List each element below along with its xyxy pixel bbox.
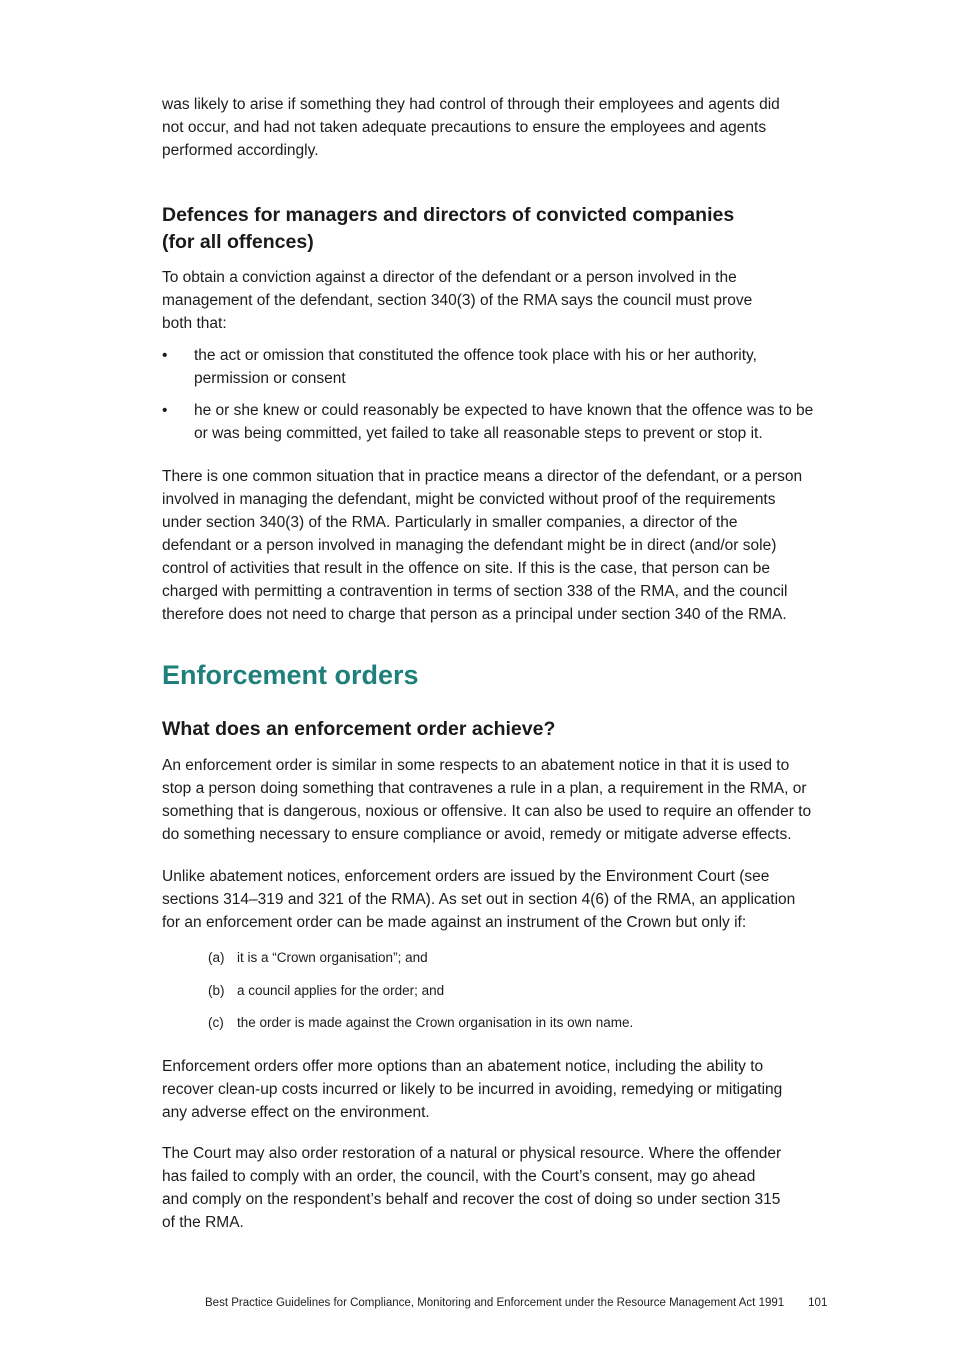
text-line: do something necessary to ensure compliance or avoid, remedy or mitigate adverse effects. bbox=[162, 826, 792, 843]
text-line: charged with permitting a contravention in terms of section 338 of the RMA, and the council bbox=[162, 583, 788, 600]
list-item bbox=[208, 981, 633, 1001]
text-line: control of activities that result in the offence on site. If this is the case, that person can be bbox=[162, 560, 770, 577]
intro-paragraph bbox=[162, 93, 780, 162]
text-line: permission or consent bbox=[194, 370, 346, 387]
text-line: There is one common situation that in practice means a director of the defendant, or a person bbox=[162, 468, 803, 485]
enforcement-orders-heading: Enforcement orders bbox=[162, 660, 419, 690]
text-line: performed accordingly. bbox=[162, 142, 319, 159]
defences-bullet-list bbox=[162, 344, 862, 454]
text-line: therefore does not need to charge that person as a principal under section 340 of the RMA. bbox=[162, 606, 787, 623]
text-line: management of the defendant, section 340(3) of the RMA says the council must prove bbox=[162, 292, 753, 309]
text-line: under section 340(3) of the RMA. Particularly in smaller companies, a director of the bbox=[162, 514, 738, 531]
page-number: 101 bbox=[808, 1297, 828, 1309]
bullet-marker: • bbox=[162, 402, 168, 419]
list-marker: (a) bbox=[208, 950, 225, 965]
enforcement-paragraph-2 bbox=[162, 865, 795, 934]
text-line: for an enforcement order can be made against an instrument of the Crown but only if: bbox=[162, 914, 747, 931]
text-line: both that: bbox=[162, 315, 227, 332]
list-item-text: the order is made against the Crown organisation in its own name. bbox=[237, 1015, 634, 1030]
text-line: of the RMA. bbox=[162, 1214, 244, 1231]
text-line: any adverse effect on the environment. bbox=[162, 1104, 430, 1121]
text-line: and comply on the respondent’s behalf and recover the cost of doing so under section 315 bbox=[162, 1191, 781, 1208]
page-footer bbox=[205, 1297, 827, 1309]
heading-line: Defences for managers and directors of convicted companies bbox=[162, 204, 735, 226]
common-situation-paragraph bbox=[162, 465, 802, 626]
enforcement-paragraph-3 bbox=[162, 1055, 782, 1124]
text-line: involved in managing the defendant, might be convicted without proof of the requirements bbox=[162, 491, 776, 508]
text-line: Unlike abatement notices, enforcement orders are issued by the Environment Court (see bbox=[162, 868, 770, 885]
crown-conditions-list bbox=[208, 948, 633, 1046]
list-item-text: it is a “Crown organisation”; and bbox=[237, 950, 428, 965]
text-line: defendant or a person involved in managing the defendant might be in direct (and/or sole) bbox=[162, 537, 777, 554]
text-line: recover clean-up costs incurred or likely to be incurred in avoiding, remedying or mitigating bbox=[162, 1081, 783, 1098]
defences-heading bbox=[162, 202, 734, 256]
text-line: he or she knew or could reasonably be expected to have known that the offence was to be bbox=[194, 402, 814, 419]
text-line: Enforcement orders offer more options than an abatement notice, including the ability to bbox=[162, 1058, 764, 1075]
enforcement-subheading: What does an enforcement order achieve? bbox=[162, 718, 556, 740]
text-line: The Court may also order restoration of a natural or physical resource. Where the offender bbox=[162, 1145, 782, 1162]
list-item bbox=[162, 399, 862, 445]
list-marker: (c) bbox=[208, 1015, 224, 1030]
heading-line: (for all offences) bbox=[162, 231, 314, 253]
bullet-marker: • bbox=[162, 347, 168, 364]
text-line: something that is dangerous, noxious or offensive. It can also be used to require an offender to bbox=[162, 803, 812, 820]
text-line: has failed to comply with an order, the council, with the Court’s consent, may go ahead bbox=[162, 1168, 756, 1185]
text-line: was likely to arise if something they had control of through their employees and agents did bbox=[162, 96, 780, 113]
defences-paragraph bbox=[162, 266, 752, 335]
list-marker: (b) bbox=[208, 982, 225, 998]
enforcement-paragraph-1 bbox=[162, 754, 811, 846]
footer-title: Best Practice Guidelines for Compliance, Monitoring and Enforcement under the Resource Management Act 1991 bbox=[205, 1297, 785, 1309]
list-item bbox=[162, 344, 862, 390]
text-line: the act or omission that constituted the offence took place with his or her authority, bbox=[194, 347, 757, 364]
text-line: To obtain a conviction against a director of the defendant or a person involved in the bbox=[162, 269, 737, 286]
text-line: stop a person doing something that contravenes a rule in a plan, a requirement in the RMA, or bbox=[162, 780, 807, 797]
list-item-text: a council applies for the order; and bbox=[237, 982, 445, 998]
enforcement-paragraph-4 bbox=[162, 1142, 781, 1234]
list-item bbox=[208, 948, 633, 968]
list-item bbox=[208, 1013, 633, 1033]
text-line: An enforcement order is similar in some respects to an abatement notice in that it is used to bbox=[162, 757, 790, 774]
text-line: sections 314–319 and 321 of the RMA). As set out in section 4(6) of the RMA, an application bbox=[162, 891, 796, 908]
text-line: not occur, and had not taken adequate precautions to ensure the employees and agents bbox=[162, 119, 767, 136]
text-line: or was being committed, yet failed to take all reasonable steps to prevent or stop it. bbox=[194, 425, 763, 442]
